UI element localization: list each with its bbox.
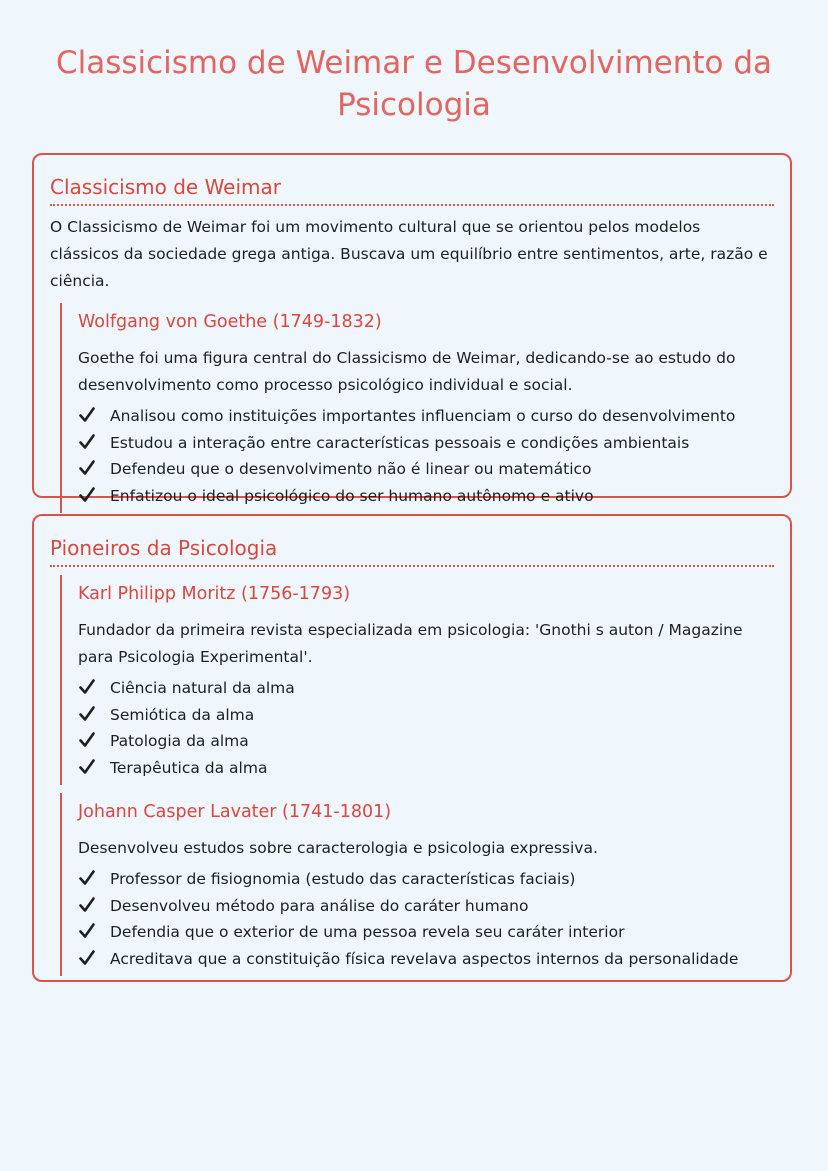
section-heading: Pioneiros da Psicologia: [50, 516, 774, 567]
list-item-text: Ciência natural da alma: [110, 679, 295, 697]
list-item-text: Analisou como instituições importantes influenciam o curso do desenvolvimento: [110, 407, 736, 425]
bullet-list: [78, 675, 774, 781]
person-description: Desenvolveu estudos sobre caracterologia e psicologia expressiva.: [78, 839, 598, 857]
list-item-text: Defendia que o exterior de uma pessoa revela seu caráter interior: [110, 923, 625, 941]
check-icon: [78, 731, 96, 749]
person-description: Fundador da primeira revista especializada em psicologia: 'Gnothi s auton / Magazine para Psicologia Experimental'.: [78, 621, 743, 666]
person-block-lavater: [60, 793, 774, 976]
check-icon: [78, 459, 96, 477]
person-description: Goethe foi uma figura central do Classicismo de Weimar, dedicando-se ao estudo do desenvolvimento como processo psicológico individual e social.: [78, 349, 736, 394]
list-item-text: Professor de fisiognomia (estudo das características faciais): [110, 870, 576, 888]
person-name: Wolfgang von Goethe (1749-1832): [78, 312, 382, 332]
list-item: [78, 919, 774, 946]
section-card-weimar: [32, 153, 792, 505]
page-title: Classicismo de Weimar e Desenvolvimento da Psicologia: [55, 45, 773, 123]
person-name: Karl Philipp Moritz (1756-1793): [78, 584, 351, 604]
section-heading: Classicismo de Weimar: [50, 155, 774, 206]
list-item: [78, 430, 774, 457]
check-icon: [78, 922, 96, 940]
check-icon: [78, 433, 96, 451]
list-item: [78, 755, 774, 782]
list-item-text: Acreditava que a constituição física revelava aspectos internos da personalidade: [110, 949, 739, 968]
person-name: Johann Casper Lavater (1741-1801): [78, 802, 392, 822]
list-item: [78, 893, 774, 920]
section-card-pioneers: [32, 514, 792, 982]
person-block-goethe: [60, 303, 774, 513]
list-item-text: Patologia da alma: [110, 732, 249, 750]
check-icon: [78, 705, 96, 723]
section-intro: O Classicismo de Weimar foi um movimento cultural que se orientou pelos modelos clássicos da sociedade grega antiga. Buscava um equilíbrio entre sentimentos, arte, razão e ciência.: [50, 218, 768, 290]
list-item-text: Estudou a interação entre características pessoais e condições ambientais: [110, 433, 690, 452]
list-item: [78, 675, 774, 702]
list-item: [78, 728, 774, 755]
check-icon: [78, 678, 96, 696]
check-icon: [78, 896, 96, 914]
check-icon: [78, 486, 96, 504]
person-block-moritz: [60, 575, 774, 785]
list-item: [78, 702, 774, 729]
list-item-text: Terapêutica da alma: [110, 758, 268, 777]
list-item-text: Desenvolveu método para análise do caráter humano: [110, 896, 529, 915]
check-icon: [78, 406, 96, 424]
bullet-list: [78, 403, 774, 509]
check-icon: [78, 758, 96, 776]
list-item-text: Semiótica da alma: [110, 705, 255, 724]
list-item: [78, 866, 774, 893]
list-item: [78, 403, 774, 430]
list-item-text: Enfatizou o ideal psicológico do ser humano autônomo e ativo: [110, 486, 594, 505]
check-icon: [78, 949, 96, 967]
list-item-text: Defendeu que o desenvolvimento não é linear ou matemático: [110, 460, 592, 478]
list-item: [78, 483, 774, 510]
bullet-list: [78, 866, 774, 972]
check-icon: [78, 869, 96, 887]
list-item: [78, 946, 774, 973]
list-item: [78, 456, 774, 483]
